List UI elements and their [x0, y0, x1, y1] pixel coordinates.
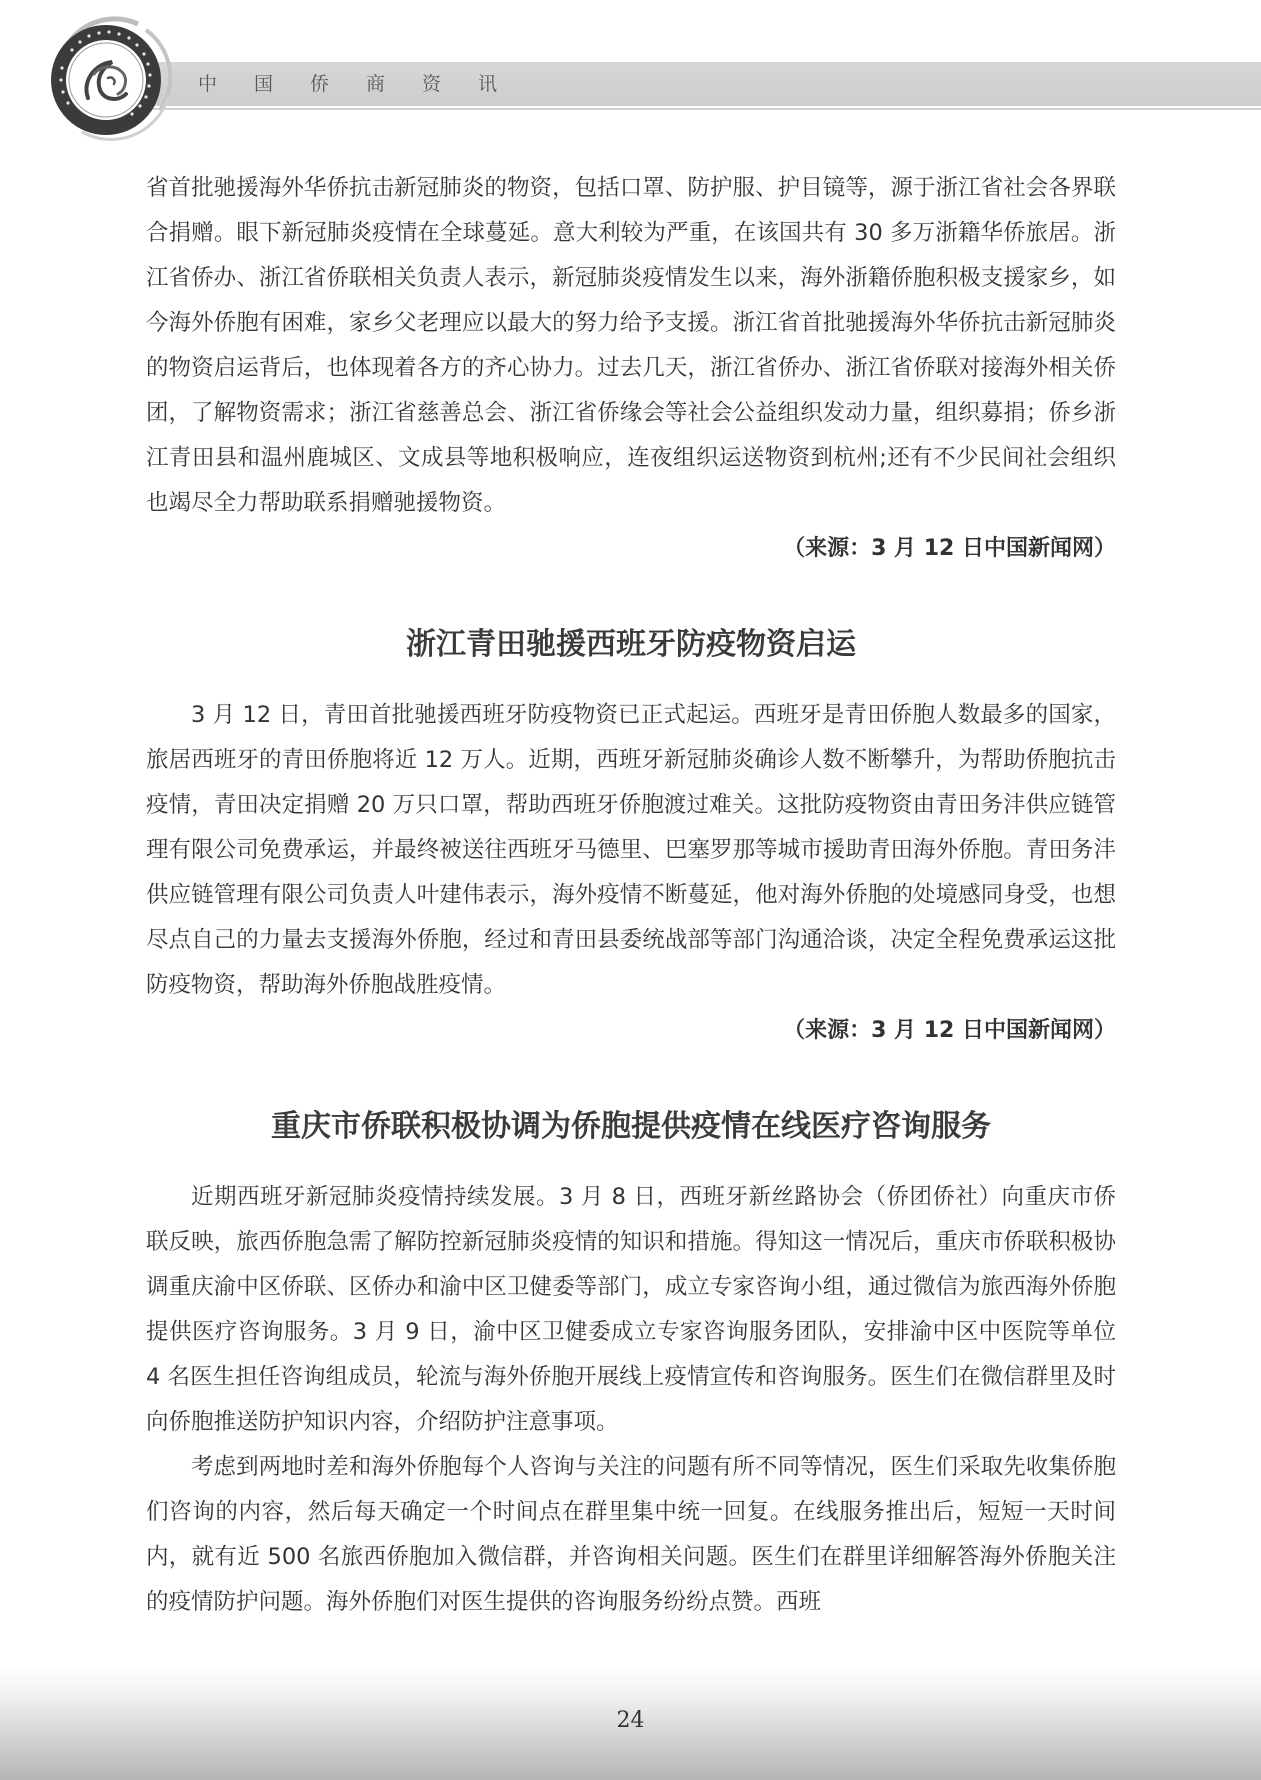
article-2-source: （来源：3 月 12 日中国新闻网）	[783, 1018, 1116, 1043]
page-content	[146, 166, 1116, 1625]
article-3-title: 重庆市侨联积极协调为侨胞提供疫情在线医疗咨询服务	[271, 1109, 991, 1144]
page-number: 24	[616, 1708, 645, 1733]
article-2-title: 浙江青田驰援西班牙防疫物资启运	[406, 627, 856, 662]
article-1-paragraph: 省首批驰援海外华侨抗击新冠肺炎的物资，包括口罩、防护服、护目镜等，源于浙江省社会各界联合捐赠。眼下新冠肺炎疫情在全球蔓延。意大利较为严重，在该国共有 30 多万浙籍华侨旅居。浙江省侨办、浙江省侨联相关负责人表示，新冠肺炎疫情发生以来，海外浙籍侨胞积极支援家乡，如今海外侨胞有困难，家乡父老理应以最大的努力给予支援。浙江省首批驰援海外华侨抗击新冠肺炎的物资启运背后，也体现着各方的齐心协力。过去几天，浙江省侨办、浙江省侨联对接海外相关侨团，了解物资需求；浙江省慈善总会、浙江省侨缘会等社会公益组织发动力量，组织募捐；侨乡浙江青田县和温州鹿城区、文成县等地积极响应，连夜组织运送物资到杭州;还有不少民间社会组织也竭尽全力帮助联系捐赠驰援物资。	[146, 175, 1116, 516]
article-3-paragraph: 近期西班牙新冠肺炎疫情持续发展。3 月 8 日，西班牙新丝路协会（侨团侨社）向重庆市侨联反映，旅西侨胞急需了解防控新冠肺炎疫情的知识和措施。得知这一情况后，重庆市侨联积极协调重庆渝中区侨联、区侨办和渝中区卫健委等部门，成立专家咨询小组，通过微信为旅西海外侨胞提供医疗咨询服务。3 月 9 日，渝中区卫健委成立专家咨询服务团队，安排渝中区中医院等单位 4 名医生担任咨询组成员，轮流与海外侨胞开展线上疫情宣传和咨询服务。医生们在微信群里及时向侨胞推送防护知识内容，介绍防护注意事项。	[146, 1184, 1116, 1435]
article-1-source: （来源：3 月 12 日中国新闻网）	[783, 536, 1116, 561]
article-2-paragraph: 3 月 12 日，青田首批驰援西班牙防疫物资已正式起运。西班牙是青田侨胞人数最多的国家，旅居西班牙的青田侨胞将近 12 万人。近期，西班牙新冠肺炎确诊人数不断攀升，为帮助侨胞抗击疫情，青田决定捐赠 20 万只口罩，帮助西班牙侨胞渡过难关。这批防疫物资由青田务沣供应链管理有限公司免费承运，并最终被送往西班牙马德里、巴塞罗那等城市援助青田海外侨胞。青田务沣供应链管理有限公司负责人叶建伟表示，海外疫情不断蔓延，他对海外侨胞的处境感同身受，也想尽点自己的力量去支援海外侨胞，经过和青田县委统战部等部门沟通洽谈，决定全程免费承运这批防疫物资，帮助海外侨胞战胜疫情。	[146, 702, 1116, 998]
section-title: 中国侨商资讯	[198, 73, 535, 95]
article-3-paragraph: 考虑到两地时差和海外侨胞每个人咨询与关注的问题有所不同等情况，医生们采取先收集侨胞们咨询的内容，然后每天确定一个时间点在群里集中统一回复。在线服务推出后，短短一天时间内，就有近 500 名旅西侨胞加入微信群，并咨询相关问题。医生们在群里详细解答海外侨胞关注的疫情防护问题。海外侨胞们对医生提供的咨询服务纷纷点赞。西班	[146, 1454, 1116, 1615]
federation-emblem-icon	[42, 6, 182, 146]
